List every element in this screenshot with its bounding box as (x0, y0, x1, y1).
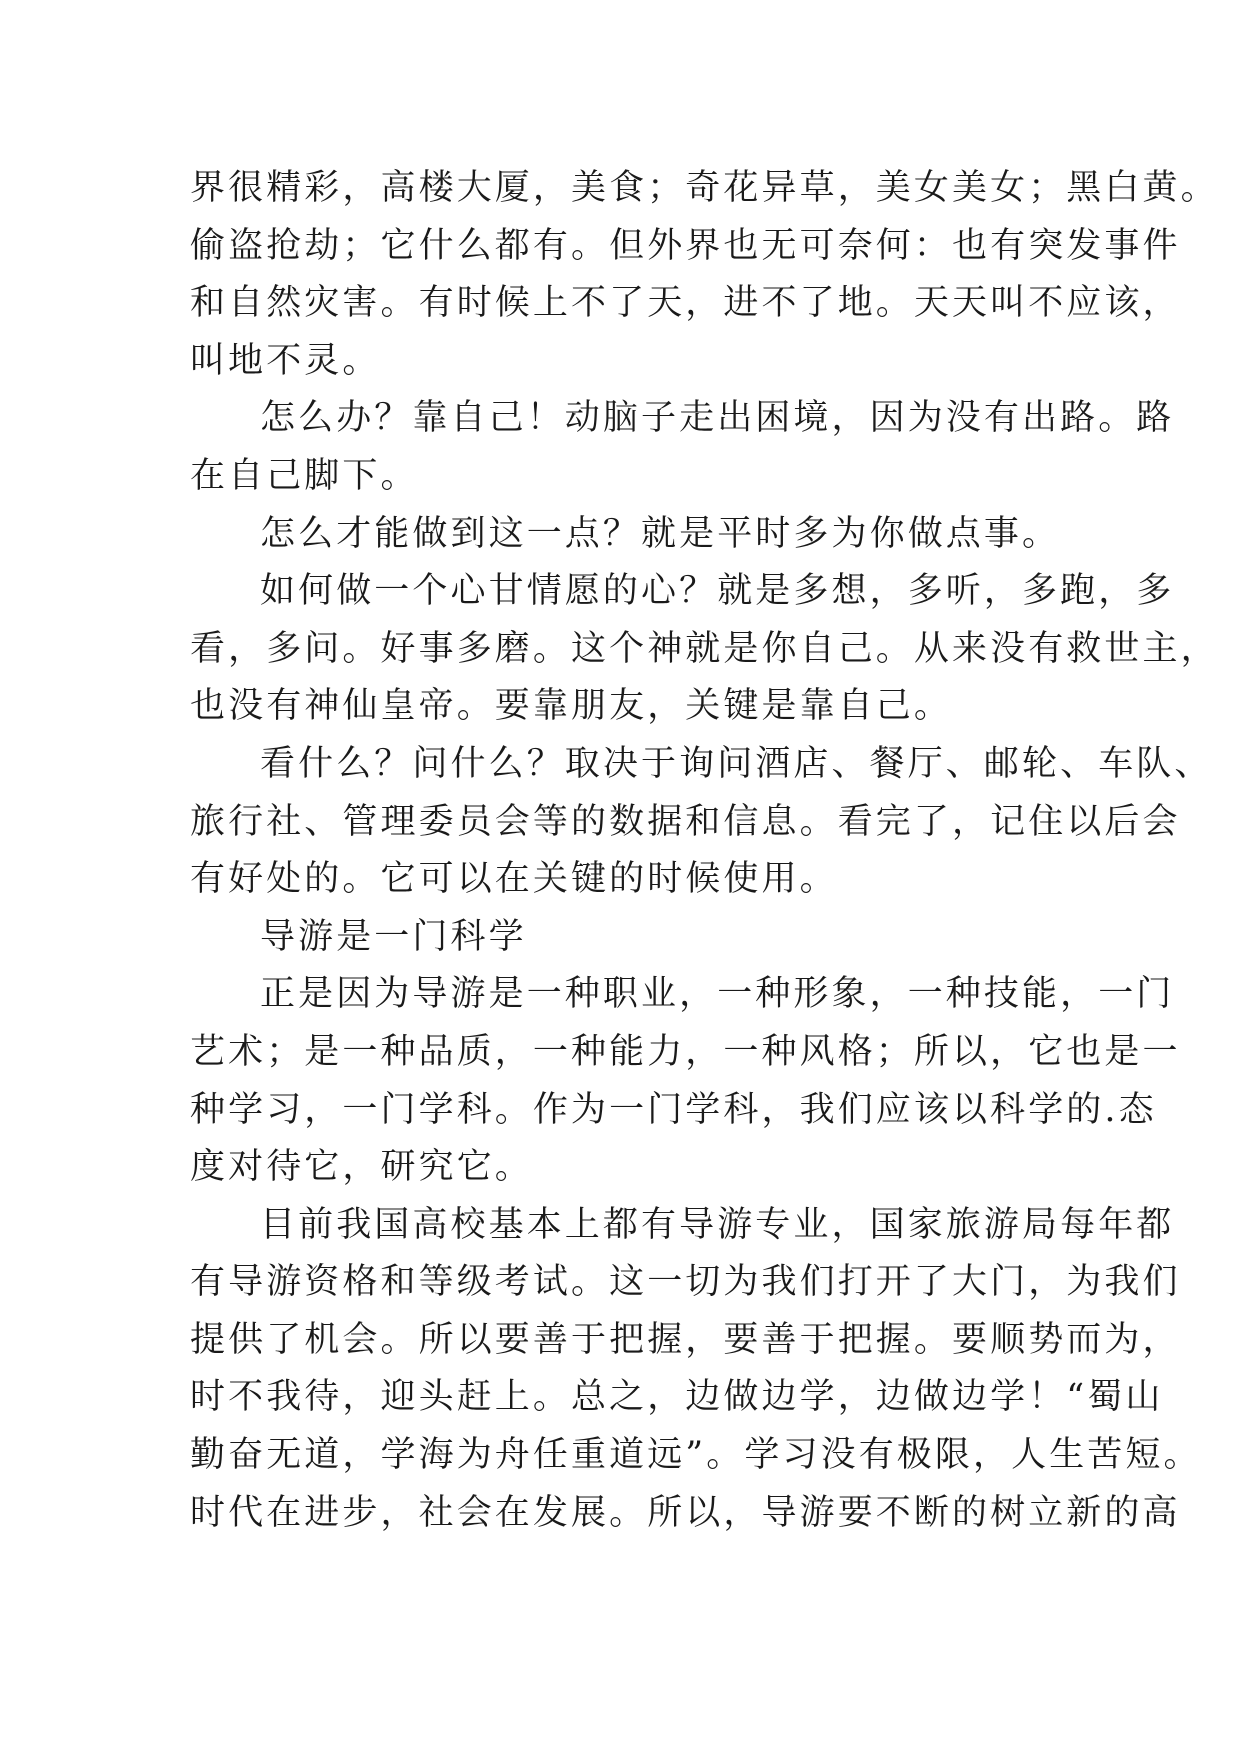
text-line: 导游是一门科学 (260, 916, 527, 957)
text-line: 有好处的。它可以在关键的时候使用。 (190, 859, 838, 900)
text-line: 种学习，一门学科。作为一门学科，我们应该以科学的.态 (190, 1089, 1157, 1130)
text-line: 艺术；是一种品质，一种能力，一种风格；所以，它也是一 (190, 1031, 1181, 1072)
text-line: 目前我国高校基本上都有导游专业，国家旅游局每年都 (260, 1204, 1175, 1245)
text-line: 旅行社、管理委员会等的数据和信息。看完了，记住以后会 (190, 801, 1181, 842)
text-line: 怎么才能做到这一点？就是平时多为你做点事。 (260, 513, 1061, 554)
text-line: 也没有神仙皇帝。要靠朋友，关键是靠自己。 (190, 686, 953, 727)
text-line: 正是因为导游是一种职业，一种形象，一种技能，一门 (260, 974, 1175, 1015)
text-line: 和自然灾害。有时候上不了天，进不了地。天天叫不应该， (190, 283, 1181, 324)
text-line: 如何做一个心甘情愿的心？就是多想，多听，多跑，多 (260, 571, 1175, 612)
text-line: 时不我待，迎头赶上。总之，边做边学，边做边学！“蜀山 (190, 1377, 1164, 1418)
text-line: 勤奋无道，学海为舟任重道远”。学习没有极限，人生苦短。 (190, 1435, 1202, 1476)
text-line: 提供了机会。所以要善于把握，要善于把握。要顺势而为， (190, 1319, 1181, 1360)
text-line: 界很精彩，高楼大厦，美食；奇花异草，美女美女；黑白黄。 (190, 168, 1219, 208)
text-line: 看，多问。好事多磨。这个神就是你自己。从来没有救世主， (190, 628, 1219, 669)
text-line: 度对待它，研究它。 (190, 1147, 533, 1188)
text-line: 时代在进步，社会在发展。所以，导游要不断的树立新的高 (190, 1492, 1181, 1533)
text-line: 偷盗抢劫；它什么都有。但外界也无可奈何：也有突发事件 (190, 225, 1181, 266)
text-line: 怎么办？靠自己！动脑子走出困境，因为没有出路。路 (260, 398, 1175, 439)
body-text (190, 160, 1219, 1542)
text-line: 看什么？问什么？取决于询问酒店、餐厅、邮轮、车队、 (260, 743, 1213, 784)
text-line: 有导游资格和等级考试。这一切为我们打开了大门，为我们 (190, 1262, 1181, 1303)
text-line: 叫地不灵。 (190, 340, 381, 381)
text-line: 在自己脚下。 (190, 455, 419, 496)
